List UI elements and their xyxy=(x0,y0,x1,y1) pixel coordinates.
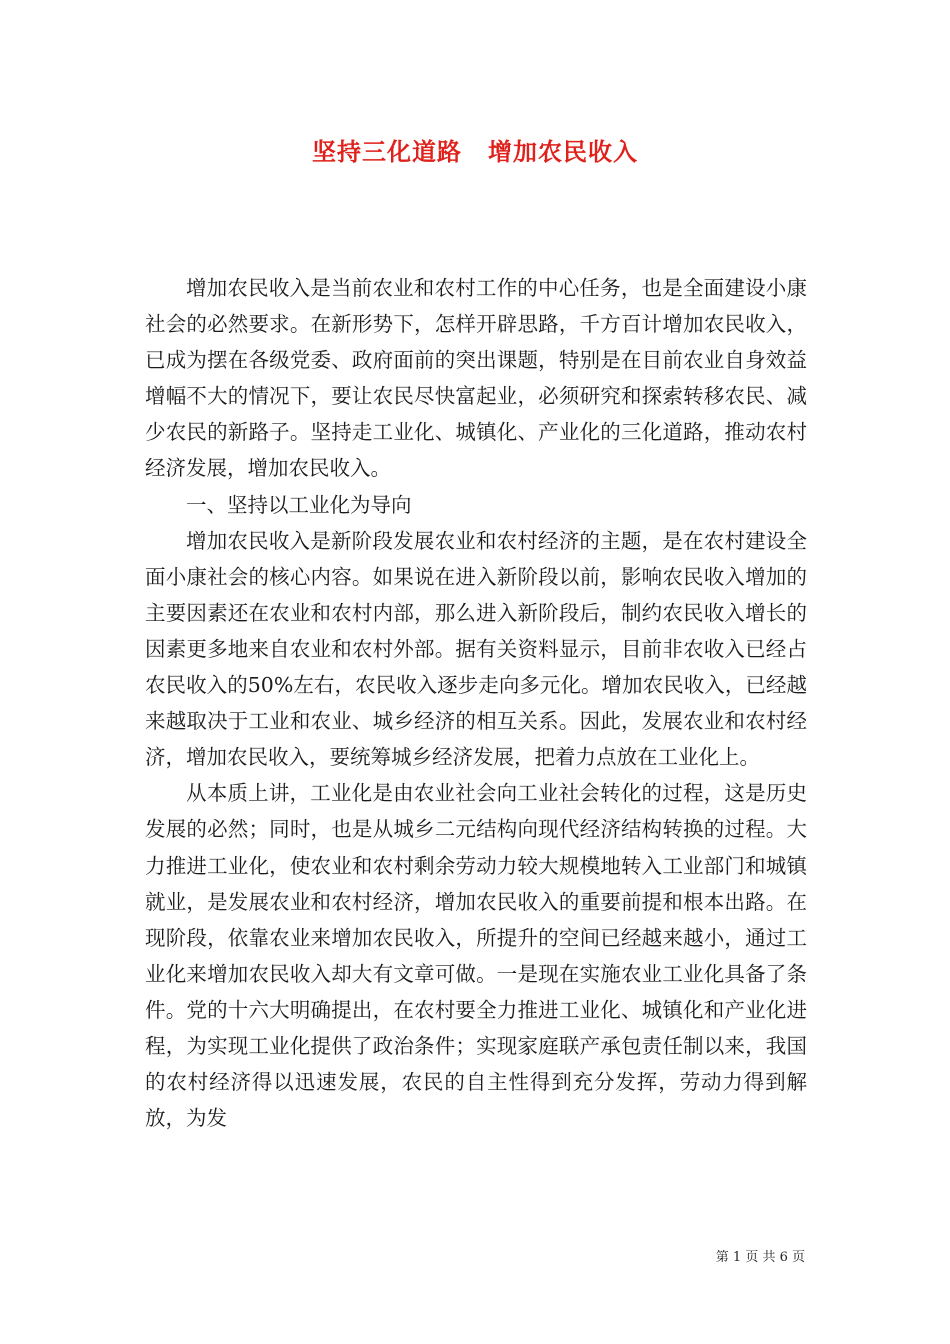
paragraph-intro: 增加农民收入是当前农业和农村工作的中心任务，也是全面建设小康社会的必然要求。在新形势下，怎样开辟思路，千方百计增加农民收入，已成为摆在各级党委、政府面前的突出课题，特别是在目前农业自身效益增幅不大的情况下，要让农民尽快富起业，必须研究和探索转移农民、减少农民的新路子。坚持走工业化、城镇化、产业化的三化道路，推动农村经济发展，增加农民收入。 xyxy=(145,276,807,481)
title-part-1: 坚持三化道路 xyxy=(312,138,462,166)
document-title xyxy=(0,132,950,167)
title-part-2: 增加农民收入 xyxy=(488,138,638,166)
page-number-footer: 第 1 页 共 6 页 xyxy=(715,1250,805,1265)
document-body xyxy=(145,270,807,1136)
paragraph-section1-a: 增加农民收入是新阶段发展农业和农村经济的主题，是在农村建设全面小康社会的核心内容。如果说在进入新阶段以前，影响农民收入增加的主要因素还在农业和农村内部，那么进入新阶段后，制约农民收入增长的因素更多地来自农业和农村外部。据有关资料显示，目前非农收入已经占农民收入的50%左右，农民收入逐步走向多元化。增加农民收入，已经越来越取决于工业和农业、城乡经济的相互关系。因此，发展农业和农村经济，增加农民收入，要统筹城乡经济发展，把着力点放在工业化上。 xyxy=(145,528,807,770)
section-heading-1: 一、坚持以工业化为导向 xyxy=(186,492,412,517)
paragraph-section1-b: 从本质上讲，工业化是由农业社会向工业社会转化的过程，这是历史发展的必然；同时，也是从城乡二元结构向现代经济结构转换的过程。大力推进工业化，使农业和农村剩余劳动力较大规模地转入工业部门和城镇就业，是发展农业和农村经济，增加农民收入的重要前提和根本出路。在现阶段，依靠农业来增加农民收入，所提升的空间已经越来越小，通过工业化来增加农民收入却大有文章可做。一是现在实施农业工业化具备了条件。党的十六大明确提出，在农村要全力推进工业化、城镇化和产业化进程，为实现工业化提供了政治条件；实现家庭联产承包责任制以来，我国的农村经济得以迅速发展，农民的自主性得到充分发挥，劳动力得到解放，为发 xyxy=(145,781,807,1131)
